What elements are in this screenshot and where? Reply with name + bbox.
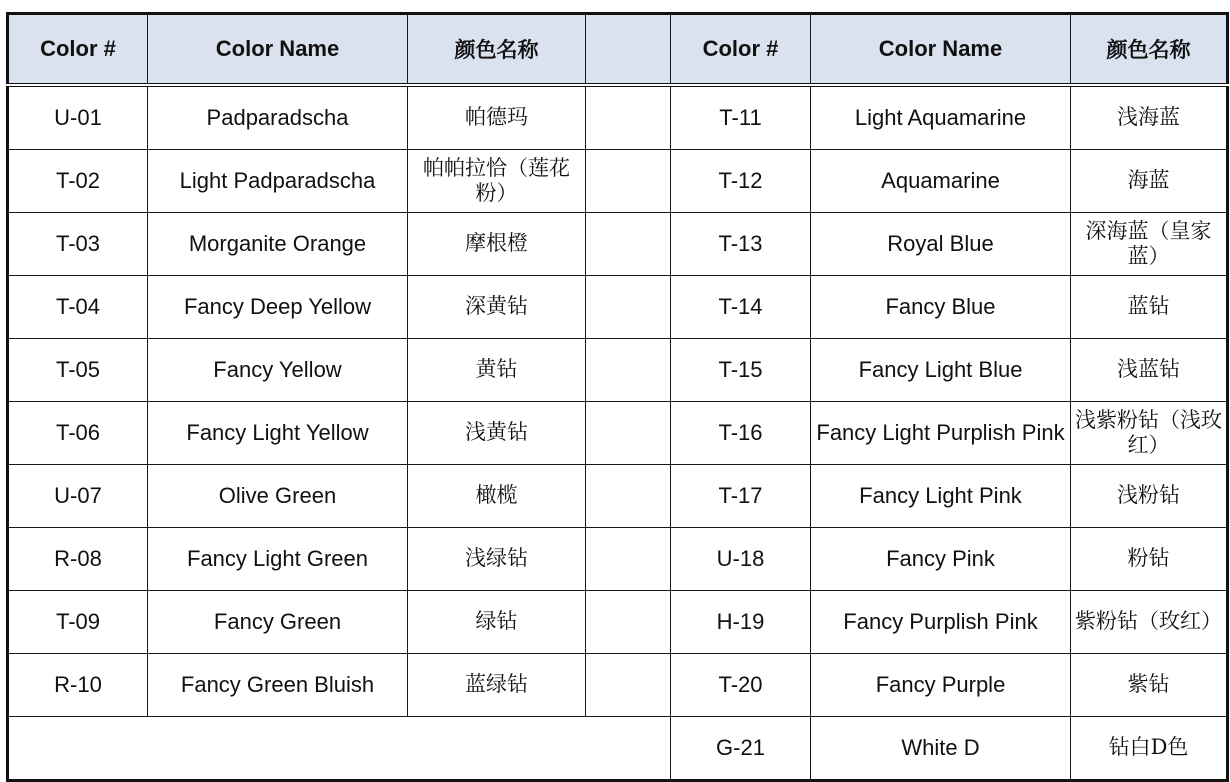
color-cn-name-cell: 粉钻 <box>1071 528 1228 591</box>
color-cn-name-cell: 帕德玛 <box>408 85 586 150</box>
color-code-cell: T-17 <box>671 465 811 528</box>
table-row <box>8 465 1228 528</box>
color-cn-name-cell: 橄榄 <box>408 465 586 528</box>
color-cn-name-cell: 浅黄钻 <box>408 402 586 465</box>
color-cn-name-cell: 绿钻 <box>408 591 586 654</box>
color-code-cell: U-07 <box>8 465 148 528</box>
header-color-code-left: Color # <box>8 14 148 86</box>
color-name-cell: Fancy Light Pink <box>811 465 1071 528</box>
color-cn-name-cell: 深黄钻 <box>408 276 586 339</box>
column-spacer <box>586 85 671 150</box>
color-table <box>6 12 1229 782</box>
color-cn-name-cell: 深海蓝（皇家蓝） <box>1071 213 1228 276</box>
color-name-cell: Fancy Green <box>148 591 408 654</box>
empty-cell <box>8 717 671 781</box>
table-row <box>8 717 1228 781</box>
header-color-name-right: Color Name <box>811 14 1071 86</box>
color-name-cell: Fancy Light Purplish Pink <box>811 402 1071 465</box>
color-name-cell: Fancy Blue <box>811 276 1071 339</box>
color-name-cell: Morganite Orange <box>148 213 408 276</box>
table-header-row <box>8 14 1228 86</box>
color-name-cell: Fancy Yellow <box>148 339 408 402</box>
column-spacer <box>586 591 671 654</box>
color-name-cell: Fancy Light Blue <box>811 339 1071 402</box>
color-name-cell: Fancy Pink <box>811 528 1071 591</box>
color-name-cell: Light Aquamarine <box>811 85 1071 150</box>
color-cn-name-cell: 浅蓝钻 <box>1071 339 1228 402</box>
color-name-cell: Light Padparadscha <box>148 150 408 213</box>
color-code-cell: T-03 <box>8 213 148 276</box>
column-spacer <box>586 528 671 591</box>
color-cn-name-cell: 浅紫粉钻（浅玫红） <box>1071 402 1228 465</box>
color-code-cell: T-05 <box>8 339 148 402</box>
color-cn-name-cell: 紫粉钻（玫红） <box>1071 591 1228 654</box>
header-spacer <box>586 14 671 86</box>
column-spacer <box>586 339 671 402</box>
table-row <box>8 85 1228 150</box>
table-row <box>8 339 1228 402</box>
header-color-code-right: Color # <box>671 14 811 86</box>
color-cn-name-cell: 帕帕拉恰（莲花粉） <box>408 150 586 213</box>
color-code-cell: H-19 <box>671 591 811 654</box>
color-cn-name-cell: 蓝钻 <box>1071 276 1228 339</box>
column-spacer <box>586 654 671 717</box>
color-code-cell: T-16 <box>671 402 811 465</box>
color-cn-name-cell: 摩根橙 <box>408 213 586 276</box>
color-name-cell: Olive Green <box>148 465 408 528</box>
table-row <box>8 150 1228 213</box>
color-name-cell: Aquamarine <box>811 150 1071 213</box>
color-cn-name-cell: 浅绿钻 <box>408 528 586 591</box>
color-code-cell: T-12 <box>671 150 811 213</box>
color-code-cell: T-09 <box>8 591 148 654</box>
color-cn-name-cell: 紫钻 <box>1071 654 1228 717</box>
color-code-cell: T-02 <box>8 150 148 213</box>
color-cn-name-cell: 浅海蓝 <box>1071 85 1228 150</box>
color-code-cell: U-01 <box>8 85 148 150</box>
header-color-cn-left: 颜色名称 <box>408 14 586 86</box>
color-code-cell: T-11 <box>671 85 811 150</box>
color-name-cell: Fancy Green Bluish <box>148 654 408 717</box>
color-code-cell: U-18 <box>671 528 811 591</box>
color-code-cell: T-20 <box>671 654 811 717</box>
color-code-cell: T-06 <box>8 402 148 465</box>
column-spacer <box>586 150 671 213</box>
column-spacer <box>586 465 671 528</box>
column-spacer <box>586 276 671 339</box>
header-color-cn-right: 颜色名称 <box>1071 14 1228 86</box>
color-name-cell: Fancy Deep Yellow <box>148 276 408 339</box>
color-name-cell: White D <box>811 717 1071 781</box>
color-cn-name-cell: 蓝绿钻 <box>408 654 586 717</box>
color-name-cell: Fancy Purple <box>811 654 1071 717</box>
table-row <box>8 213 1228 276</box>
color-code-cell: G-21 <box>671 717 811 781</box>
color-code-cell: R-10 <box>8 654 148 717</box>
color-cn-name-cell: 浅粉钻 <box>1071 465 1228 528</box>
color-code-cell: T-04 <box>8 276 148 339</box>
column-spacer <box>586 213 671 276</box>
color-code-cell: T-15 <box>671 339 811 402</box>
table-row <box>8 528 1228 591</box>
table-row <box>8 591 1228 654</box>
color-name-cell: Fancy Light Yellow <box>148 402 408 465</box>
color-code-cell: T-14 <box>671 276 811 339</box>
header-color-name-left: Color Name <box>148 14 408 86</box>
table-row <box>8 276 1228 339</box>
color-name-cell: Padparadscha <box>148 85 408 150</box>
color-code-cell: T-13 <box>671 213 811 276</box>
table-row <box>8 402 1228 465</box>
column-spacer <box>586 402 671 465</box>
color-name-cell: Fancy Purplish Pink <box>811 591 1071 654</box>
color-name-cell: Royal Blue <box>811 213 1071 276</box>
color-table-frame <box>6 12 1226 772</box>
color-cn-name-cell: 钻白D色 <box>1071 717 1228 781</box>
color-name-cell: Fancy Light Green <box>148 528 408 591</box>
table-row <box>8 654 1228 717</box>
color-cn-name-cell: 海蓝 <box>1071 150 1228 213</box>
color-code-cell: R-08 <box>8 528 148 591</box>
color-cn-name-cell: 黄钻 <box>408 339 586 402</box>
